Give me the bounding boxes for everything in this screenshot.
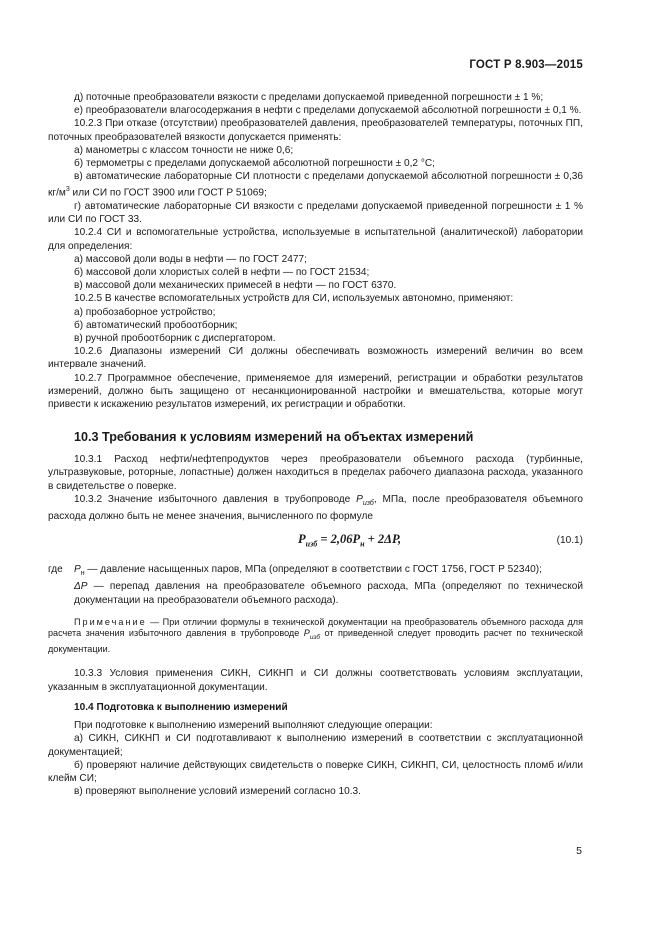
paragraph: При подготовке к выполнению измерений выполняют следующие операции: — [74, 720, 433, 732]
paragraph: 10.3.3 Условия применения СИКН, СИКНП и СИ должны соответствовать условиям эксплуатации, указанным в эксплуатационной документации. — [48, 668, 583, 693]
text-run: в) автоматические лабораторные СИ плотности с пределами допускаемой абсолютной погрешности ± 0,36 кг/м — [48, 171, 583, 199]
paragraph: 10.2.5 В качестве вспомогательных устройств для СИ, используемых автономно, применяют: — [74, 293, 514, 305]
subscript: изб — [309, 634, 321, 642]
text-run: — давление насыщенных паров, МПа (определяют в соответствии с ГОСТ 1756, ГОСТ Р 52340); — [84, 564, 542, 576]
variable: P — [303, 628, 310, 639]
definitions — [48, 563, 583, 607]
definition — [48, 563, 583, 580]
paragraph: б) массовой доли хлористых солей в нефти — по ГОСТ 21534; — [74, 267, 370, 278]
paragraph: б) автоматический пробоотборник; — [74, 319, 238, 331]
standard-code-header: ГОСТ Р 8.903—2015 — [469, 59, 583, 71]
note — [48, 617, 583, 656]
subscript: изб — [362, 499, 374, 507]
paragraph: а) СИКН, СИКНП и СИ подготавливают к выполнению измерений в соответствии с эксплуатационной документацией; — [48, 733, 583, 758]
text-run: от приведенной следует проводить расчет по технической документации. — [48, 628, 583, 654]
superscript: 3 — [65, 186, 70, 194]
paragraph: б) проверяют наличие действующих свидетельств о поверке СИКН, СИКНП, СИ, целостность пломб и/или клейм СИ; — [48, 759, 583, 784]
text-run: — перепад давления на преобразователе объемного расхода, МПа (определяют по технической документации на преобразователи объемного расхода). — [74, 581, 583, 606]
paragraph — [48, 493, 583, 523]
formula-var: P — [298, 532, 306, 547]
paragraph: г) автоматические лабораторные СИ вязкости с пределами допускаемой приведенной погрешности ± 1 % или СИ по ГОСТ 33. — [48, 200, 583, 226]
paragraph: а) манометры с классом точности не ниже 0,6; — [74, 144, 294, 156]
variable: P — [74, 564, 81, 576]
paragraph: в) проверяют выполнение условий измерений согласно 10.3. — [74, 786, 361, 798]
text-run: , МПа, после преобразователя объемного расхода должно быть не менее значения, вычисленного по формуле — [48, 493, 583, 523]
formula-sub: н — [360, 539, 365, 549]
note-label: Примечание — [74, 616, 147, 627]
paragraph: 10.2.6 Диапазоны измерений СИ должны обеспечивать возможность измерений величин во всем интервале значений. — [48, 346, 583, 371]
where-label: где — [48, 564, 63, 576]
paragraph: 10.2.3 При отказе (отсутствии) преобразователей давления, преобразователей температуры, поточных ПП, поточных преобразователей вязкости допускается применять: — [48, 118, 583, 143]
formula-part: + 2ΔP, — [364, 532, 402, 547]
formula-part: = 2,06P — [317, 532, 361, 547]
formula-number: (10.1) — [556, 535, 583, 547]
paragraph: а) пробозаборное устройство; — [74, 306, 216, 318]
paragraph — [48, 170, 583, 200]
text-run: — При отличии формулы в технической документации на преобразователь объемного расхода для расчета значения избыточного давления в трубопроводе — [48, 616, 583, 639]
text-run: или СИ по ГОСТ 3900 или ГОСТ Р 51069; — [69, 187, 267, 199]
variable: P — [356, 493, 363, 505]
text-run: 10.3.2 Значение избыточного давления в трубопроводе — [74, 493, 357, 505]
section-heading: 10.3 Требования к условиям измерений на объектах измерений — [74, 430, 474, 445]
page-number: 5 — [576, 845, 582, 857]
variable: ΔP — [74, 581, 88, 593]
document-body — [48, 91, 583, 798]
paragraph: 10.2.7 Программное обеспечение, применяемое для измерений, регистрации и обработки результатов измерений, должно быть защищено от несанкционированной настройки и вмешательства, которые могут привести к искажению результатов измерений, их регистрации и обработки. — [48, 372, 583, 411]
formula — [298, 533, 401, 551]
subscript: н — [80, 570, 85, 578]
definition — [48, 580, 583, 606]
paragraph: 10.2.4 СИ и вспомогательные устройства, используемые в испытательной (аналитической) лаборатории для определения: — [48, 227, 583, 252]
paragraph: в) ручной пробоотборник с диспергатором. — [74, 333, 276, 345]
formula-sub: изб — [305, 539, 318, 549]
paragraph: е) преобразователи влагосодержания в нефти с пределами допускаемой абсолютной погрешности ± 0,1 %. — [74, 105, 582, 117]
paragraph: а) массовой доли воды в нефти — по ГОСТ 2477; — [74, 253, 307, 265]
paragraph: в) массовой доли механических примесей в нефти — по ГОСТ 6370. — [74, 280, 397, 292]
paragraph: 10.3.1 Расход нефти/нефтепродуктов через преобразователи объемного расхода (турбинные, ультразвуковые, роторные, лопастные) должен находиться в пределах рабочего диапазона расхода, указанного в свидетельстве о поверке. — [48, 454, 583, 492]
formula-row — [48, 531, 583, 553]
section-heading: 10.4 Подготовка к выполнению измерений — [74, 701, 288, 713]
paragraph: д) поточные преобразователи вязкости с пределами допускаемой приведенной погрешности ± 1 %; — [74, 92, 544, 103]
paragraph: б) термометры с пределами допускаемой абсолютной погрешности ± 0,2 °С; — [74, 158, 435, 170]
